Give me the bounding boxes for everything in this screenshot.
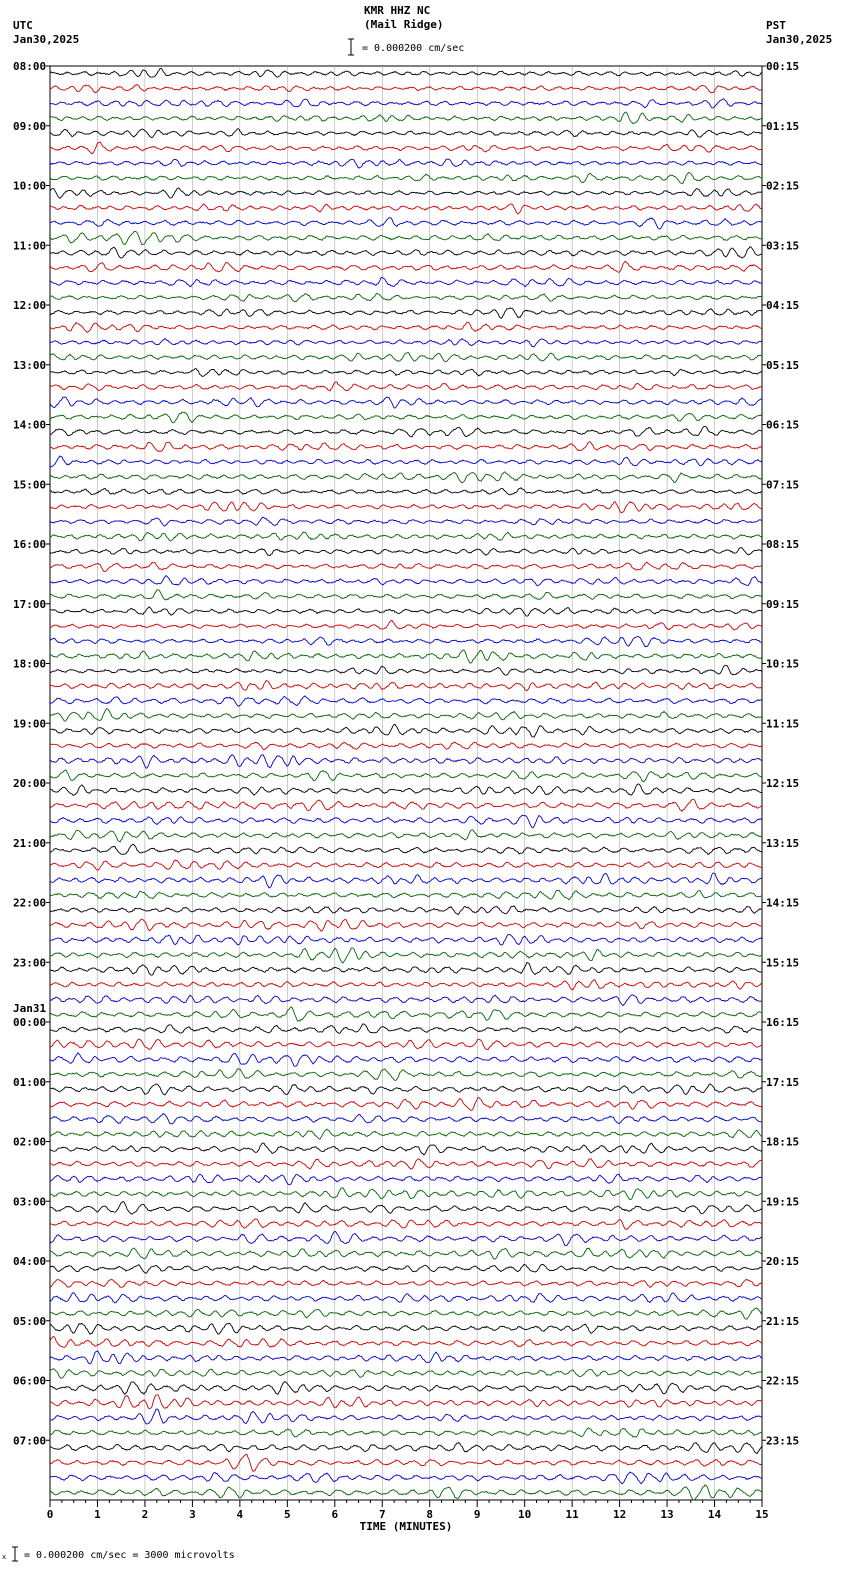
seismic-trace (50, 293, 762, 301)
utc-hour-label: 08:00 (13, 60, 47, 73)
x-tick-label: 10 (518, 1508, 532, 1521)
seismic-trace (50, 755, 762, 769)
x-tick-label: 1 (94, 1508, 101, 1521)
seismic-trace (50, 261, 762, 272)
seismic-trace (50, 980, 762, 990)
utc-hour-label: 19:00 (13, 717, 47, 731)
seismic-trace (50, 935, 762, 945)
footer-scale-icon (2, 1546, 22, 1562)
pst-hour-label: 22:15 (766, 1374, 800, 1388)
seismic-trace (50, 502, 762, 513)
seismic-trace (50, 681, 762, 691)
seismic-trace (50, 844, 762, 854)
seismic-trace (50, 442, 762, 452)
utc-hour-label: 06:00 (13, 1374, 47, 1388)
seismic-trace (50, 277, 762, 287)
seismic-trace (50, 815, 762, 828)
utc-hour-label: 11:00 (13, 239, 47, 253)
trace-group (50, 68, 762, 1500)
seismic-trace (50, 397, 762, 408)
utc-hour-label: 13:00 (13, 358, 47, 372)
seismic-trace (50, 696, 762, 706)
utc-hour-label: 20:00 (13, 777, 47, 790)
seismic-trace (50, 860, 762, 870)
seismic-trace (50, 232, 762, 245)
seismic-trace (50, 1428, 762, 1437)
station-subtitle: (Mail Ridge) (364, 18, 444, 31)
seismic-trace (50, 412, 762, 423)
seismic-trace (50, 85, 762, 93)
seismic-trace (50, 590, 762, 600)
seismic-trace (50, 1443, 762, 1454)
pst-hour-label: 23:15 (766, 1434, 800, 1448)
seismic-trace (50, 709, 762, 722)
pst-hour-label: 07:15 (766, 478, 800, 492)
seismic-trace (50, 1248, 762, 1259)
seismic-trace (50, 456, 762, 467)
seismic-trace (50, 770, 762, 782)
pst-hour-label: 04:15 (766, 299, 800, 312)
seismic-trace (50, 548, 762, 556)
seismic-trace (50, 1308, 762, 1319)
seismic-trace (50, 308, 762, 318)
seismic-trace (50, 172, 762, 183)
utc-hour-label: 07:00 (13, 1434, 47, 1448)
pst-hour-label: 01:15 (766, 119, 800, 133)
utc-hour-label: 09:00 (13, 119, 47, 133)
seismic-trace (50, 1069, 762, 1081)
seismic-trace (50, 1143, 762, 1155)
footer-calibration-note: = 0.000200 cm/sec = 3000 microvolts (24, 1550, 235, 1561)
pst-hour-label: 18:15 (766, 1135, 800, 1149)
seismic-trace (50, 963, 762, 976)
x-tick-label: 6 (331, 1508, 339, 1521)
utc-hour-label: 10:00 (13, 179, 47, 193)
seismic-trace (50, 1485, 762, 1500)
seismic-trace (50, 352, 762, 361)
seismic-trace (50, 1188, 762, 1200)
x-tick-label: 14 (707, 1508, 722, 1521)
seismic-trace (50, 1324, 762, 1335)
pst-hour-label: 14:15 (766, 896, 800, 910)
seismic-trace (50, 1024, 762, 1033)
seismic-trace (50, 488, 762, 495)
seismic-trace (50, 906, 762, 915)
seismic-trace (50, 1159, 762, 1169)
seismic-trace (50, 1409, 762, 1424)
seismic-trace (50, 636, 762, 646)
seismic-trace (50, 1280, 762, 1288)
scale-label: = 0.000200 cm/sec (362, 43, 465, 54)
x-tick-label: 8 (426, 1508, 434, 1521)
utc-hour-label: 02:00 (13, 1135, 47, 1149)
seismic-trace (50, 948, 762, 963)
seismic-trace (50, 1174, 762, 1185)
svg-text:x: x (2, 1553, 7, 1561)
utc-hour-label: 04:00 (13, 1255, 47, 1268)
seismic-trace (50, 576, 762, 586)
seismic-trace (50, 247, 762, 258)
seismic-trace (50, 890, 762, 900)
seismic-trace (50, 1114, 762, 1124)
seismic-trace (50, 204, 762, 214)
seismic-trace (50, 919, 762, 931)
x-axis-label: TIME (MINUTES) (359, 1520, 453, 1533)
seismic-trace (50, 1201, 762, 1214)
seismic-trace (50, 650, 762, 663)
x-tick-label: 7 (378, 1508, 386, 1521)
utc-hour-label: 16:00 (13, 538, 47, 551)
seismic-trace (50, 382, 762, 391)
seismic-trace (50, 1039, 762, 1050)
seismic-trace (50, 188, 762, 198)
pst-hour-label: 19:15 (766, 1195, 800, 1209)
seismic-trace (50, 112, 762, 124)
seismic-trace (50, 995, 762, 1006)
seismic-trace (50, 1293, 762, 1303)
seismic-trace (50, 665, 762, 675)
pst-hour-label: 17:15 (766, 1075, 800, 1089)
x-tick-label: 13 (660, 1508, 674, 1521)
seismic-trace (50, 68, 762, 77)
x-tick-label: 15 (755, 1508, 769, 1521)
seismic-trace (50, 607, 762, 616)
x-tick-label: 2 (141, 1508, 149, 1521)
seismic-trace (50, 1472, 762, 1484)
pst-hour-label: 16:15 (766, 1016, 800, 1029)
pst-hour-label: 13:15 (766, 836, 800, 850)
left-date: Jan30,2025 (13, 33, 80, 46)
seismic-trace (50, 1129, 762, 1139)
seismic-trace (50, 784, 762, 795)
seismic-trace (50, 1007, 762, 1021)
utc-hour-label: 03:00 (13, 1195, 47, 1209)
pst-hour-label: 00:15 (766, 60, 800, 73)
seismic-trace (50, 1084, 762, 1095)
right-timezone: PST (766, 19, 786, 32)
seismic-trace (50, 1337, 762, 1348)
seismic-trace (50, 517, 762, 526)
seismic-trace (50, 1455, 762, 1472)
utc-hour-label: 17:00 (13, 597, 47, 611)
x-tick-label: 4 (236, 1508, 244, 1521)
seismic-trace (50, 1219, 762, 1230)
seismic-trace (50, 369, 762, 377)
pst-hour-label: 08:15 (766, 538, 800, 551)
utc-hour-label: 21:00 (13, 836, 47, 850)
seismic-trace (50, 1369, 762, 1379)
right-date: Jan30,2025 (766, 33, 833, 46)
seismic-trace (50, 322, 762, 332)
seismic-trace (50, 620, 762, 630)
seismic-trace (50, 472, 762, 483)
seismic-trace (50, 1231, 762, 1245)
utc-hour-label: 22:00 (13, 896, 47, 910)
seismic-trace (50, 338, 762, 346)
seismic-trace (50, 532, 762, 541)
x-tick-label: 11 (565, 1508, 579, 1521)
utc-hour-label: 00:00 (13, 1016, 47, 1029)
utc-hour-label: 12:00 (13, 299, 47, 312)
utc-hour-label: 01:00 (13, 1075, 47, 1089)
utc-hour-label: 05:00 (13, 1314, 47, 1328)
pst-hour-label: 20:15 (766, 1255, 800, 1268)
seismic-trace (50, 426, 762, 437)
pst-hour-label: 15:15 (766, 956, 800, 970)
seismic-trace (50, 742, 762, 750)
x-tick-label: 9 (473, 1508, 481, 1521)
utc-hour-label: 23:00 (13, 956, 47, 970)
seismic-trace (50, 1098, 762, 1111)
pst-hour-label: 10:15 (766, 657, 800, 671)
seismic-trace (50, 873, 762, 888)
pst-hour-label: 05:15 (766, 358, 800, 372)
x-tick-label: 3 (189, 1508, 196, 1521)
pst-hour-label: 11:15 (766, 717, 800, 731)
x-tick-label: 12 (612, 1508, 627, 1521)
utc-hour-label: 14:00 (13, 418, 47, 432)
seismic-trace (50, 1395, 762, 1409)
seismic-trace (50, 830, 762, 842)
pst-hour-label: 03:15 (766, 239, 800, 253)
utc-hour-label: 15:00 (13, 478, 47, 492)
seismic-trace (50, 562, 762, 571)
pst-hour-label: 12:15 (766, 777, 800, 790)
station-title: KMR HHZ NC (364, 4, 431, 17)
utc-hour-label: 18:00 (13, 657, 47, 671)
seismic-trace (50, 159, 762, 168)
seismic-trace (50, 1351, 762, 1364)
date-change-label: Jan31 (13, 1002, 47, 1015)
pst-hour-label: 09:15 (766, 597, 800, 611)
seismic-trace (50, 99, 762, 108)
seismic-trace (50, 1264, 762, 1273)
seismic-trace (50, 799, 762, 811)
left-timezone: UTC (13, 19, 33, 32)
pst-hour-label: 02:15 (766, 179, 800, 193)
seismic-trace (50, 724, 762, 737)
seismic-trace (50, 1382, 762, 1395)
pst-hour-label: 06:15 (766, 418, 800, 432)
x-tick-label: 0 (46, 1508, 54, 1521)
x-tick-label: 5 (284, 1508, 291, 1521)
seismic-trace (50, 142, 762, 154)
seismic-trace (50, 1053, 762, 1067)
seismic-trace (50, 218, 762, 230)
seismic-trace (50, 129, 762, 138)
pst-hour-label: 21:15 (766, 1314, 800, 1328)
